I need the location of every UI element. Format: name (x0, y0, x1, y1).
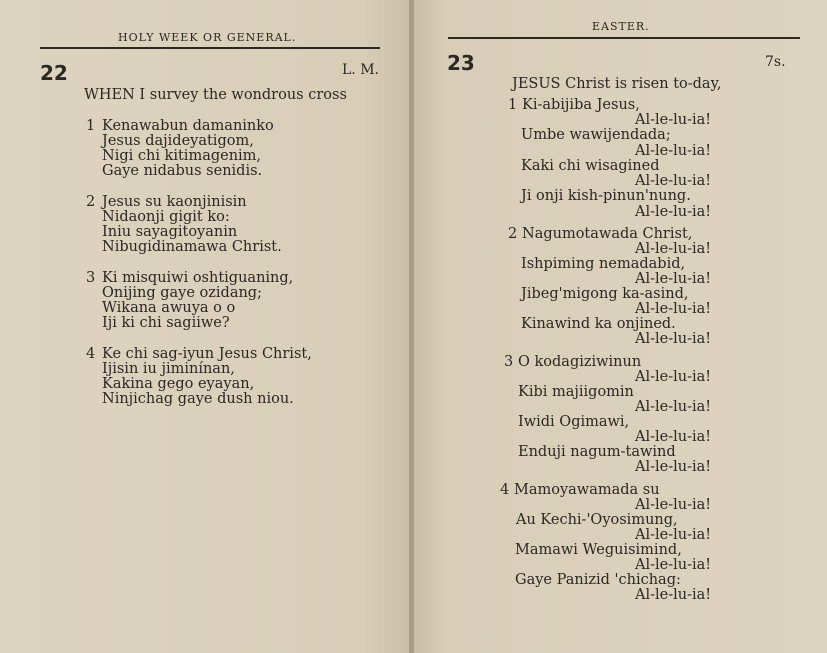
hymn-number: 23 (447, 51, 475, 75)
refrain-line: Al-le-lu-ia! (635, 399, 712, 415)
stanza-line: Kenawabun damaninko (102, 118, 274, 134)
stanza-line: Enduji nagum-tawind (518, 444, 676, 460)
stanza-line: Mamawi Weguisimind, (515, 542, 682, 558)
header-rule (40, 47, 380, 49)
stanza-line: Nagumotawada Christ, (522, 226, 693, 242)
refrain-line: Al-le-lu-ia! (635, 587, 712, 603)
stanza-line: O kodagiziwinun (518, 354, 642, 370)
hymn-meter: L. M. (342, 62, 379, 78)
running-head: EASTER. (592, 20, 650, 33)
header-rule (448, 37, 800, 39)
stanza-number: 3 (504, 354, 514, 370)
stanza-number: 1 (86, 118, 96, 134)
refrain-line: Al-le-lu-ia! (635, 429, 712, 445)
stanza-line: Mamoyawamada su (514, 482, 660, 498)
stanza-number: 4 (500, 482, 510, 498)
refrain-line: Al-le-lu-ia! (635, 271, 712, 287)
refrain-line: Al-le-lu-ia! (635, 241, 712, 257)
stanza-line: Onijing gaye ozidang; (102, 285, 262, 301)
stanza-line: Nigi chi kitimagenim, (102, 148, 262, 164)
stanza-line: Ji onji kish-pinun'nung. (521, 188, 691, 204)
stanza-number: 1 (508, 97, 518, 113)
stanza-line: Wikana awuya o o (102, 300, 236, 316)
stanza-number: 4 (86, 346, 96, 362)
stanza-line: Kakina gego eyayan, (102, 376, 255, 392)
refrain-line: Al-le-lu-ia! (635, 459, 712, 475)
refrain-line: Al-le-lu-ia! (635, 204, 712, 220)
refrain-line: Al-le-lu-ia! (635, 557, 712, 573)
stanza-number: 3 (86, 270, 96, 286)
stanza-line: Ishpiming nemadabid, (521, 256, 686, 272)
stanza-line: Jibeg'migong ka-asind, (521, 286, 689, 302)
stanza-line: Nidaonji gigit ko: (102, 209, 230, 225)
refrain-line: Al-le-lu-ia! (635, 301, 712, 317)
refrain-line: Al-le-lu-ia! (635, 143, 712, 159)
refrain-line: Al-le-lu-ia! (635, 112, 712, 128)
hymn-first-line: WHEN I survey the wondrous cross (84, 87, 347, 103)
hymn-meter: 7s. (765, 54, 786, 70)
stanza-line: Jesus dajideyatigom, (102, 133, 254, 149)
running-head: HOLY WEEK OR GENERAL. (118, 31, 297, 44)
stanza-number: 2 (86, 194, 96, 210)
stanza-line: Kinawind ka onjined. (521, 316, 676, 332)
refrain-line: Al-le-lu-ia! (635, 331, 712, 347)
refrain-line: Al-le-lu-ia! (635, 497, 712, 513)
stanza-line: Gaye Panizid 'chichag: (515, 572, 681, 588)
stanza-line: Ninjichag gaye dush niou. (102, 391, 294, 407)
stanza-line: Iwidi Ogimawi, (518, 414, 630, 430)
stanza-line: Ke chi sag-iyun Jesus Christ, (102, 346, 312, 362)
stanza-line: Iniu sayagitoyanin (102, 224, 238, 240)
hymn-first-line: JESUS Christ is risen to-day, (512, 76, 722, 92)
stanza-line: Kibi majiigomin (518, 384, 634, 400)
stanza-line: Kaki chi wisagined (521, 158, 660, 174)
hymn-number: 22 (40, 61, 68, 85)
stanza-line: Ijisin iu jiminínan, (102, 361, 235, 377)
left-page (0, 0, 411, 653)
refrain-line: Al-le-lu-ia! (635, 527, 712, 543)
stanza-line: Ki misquiwi oshtiguaning, (102, 270, 294, 286)
stanza-line: Nibugidinamawa Christ. (102, 239, 282, 255)
stanza-number: 2 (508, 226, 518, 242)
stanza-line: Ki-abijiba Jesus, (522, 97, 640, 113)
stanza-line: Jesus su kaonjinisin (102, 194, 247, 210)
refrain-line: Al-le-lu-ia! (635, 173, 712, 189)
stanza-line: Umbe wawijendada; (521, 127, 671, 143)
stanza-line: Au Kechi-'Oyosimung, (516, 512, 678, 528)
stanza-line: Gaye nidabus senidis. (102, 163, 263, 179)
right-page (414, 0, 827, 653)
stanza-line: Iji ki chi sagiiwe? (102, 315, 230, 331)
refrain-line: Al-le-lu-ia! (635, 369, 712, 385)
